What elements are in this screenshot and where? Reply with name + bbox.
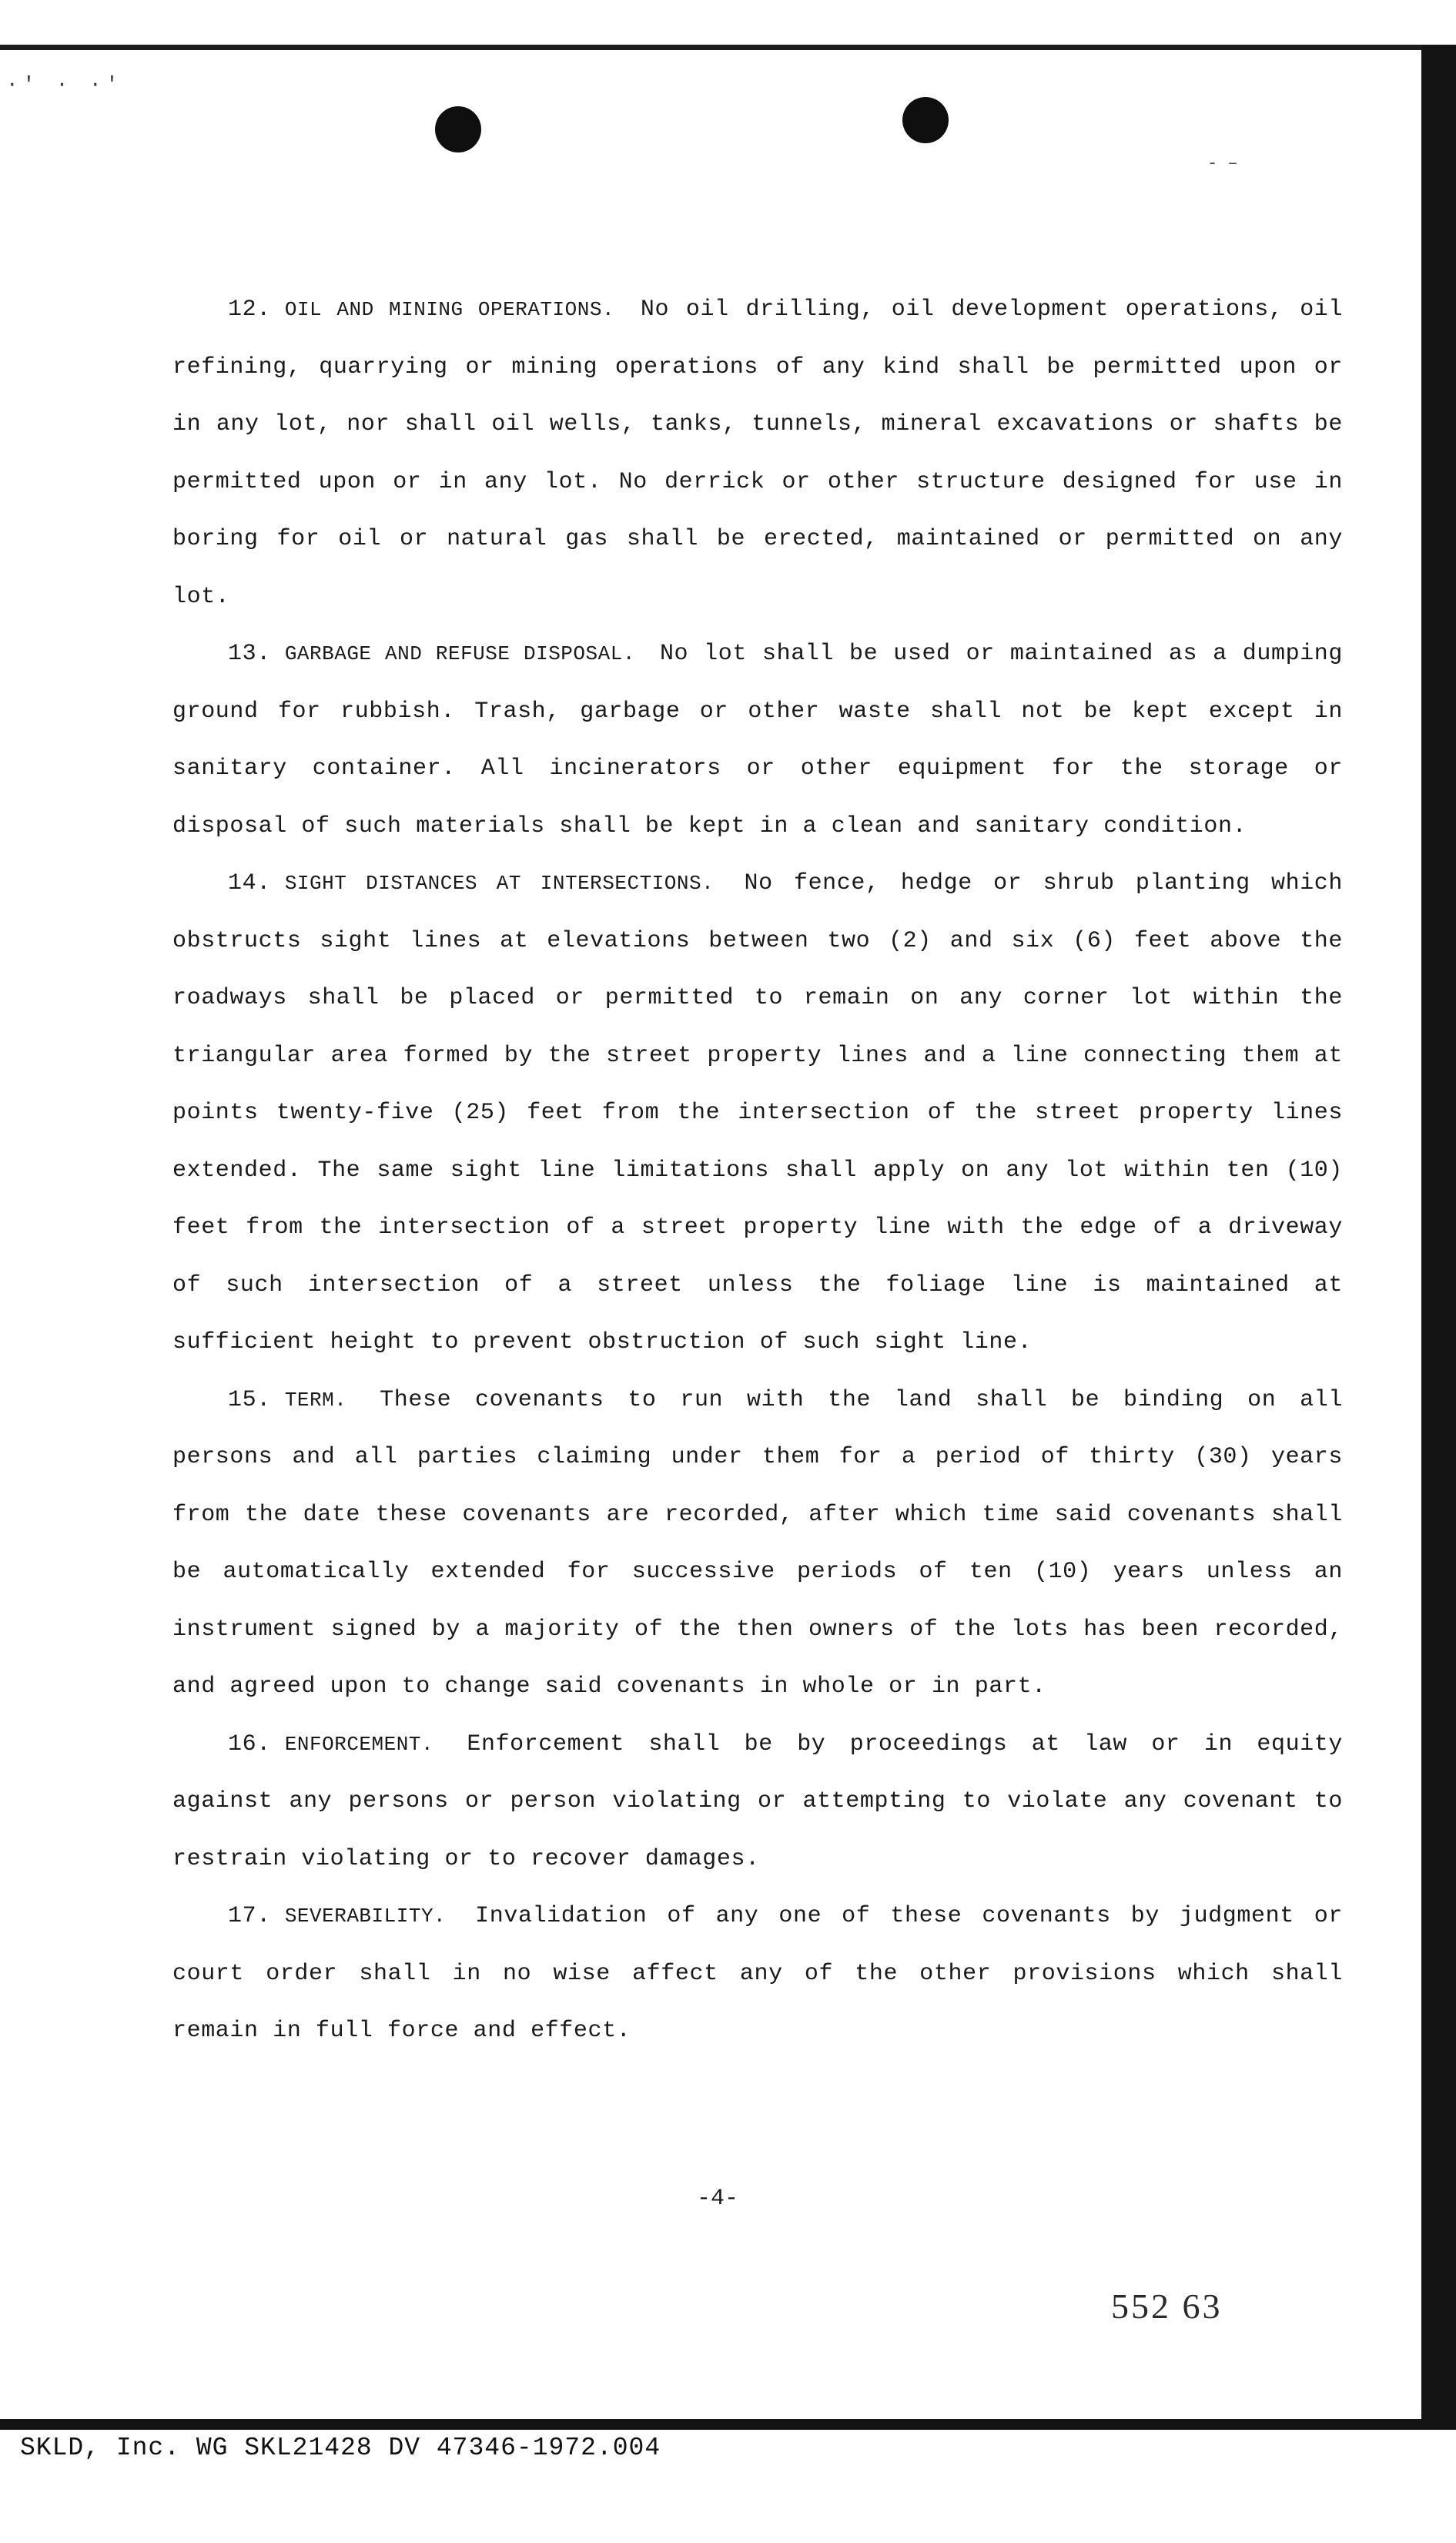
paragraph-number: 15.	[228, 1386, 271, 1413]
paragraph-heading: SEVERABILITY.	[284, 1905, 447, 1928]
paragraph-number: 14.	[228, 870, 271, 896]
covenant-paragraph-17	[172, 1888, 1343, 2060]
paragraph-text: Invalidation of any one of these covenants by judgment or court order shall in no wise affect any of the other provisions which shall remain in full force and effect.	[172, 1903, 1343, 2044]
covenant-paragraph-15	[172, 1372, 1343, 1716]
covenant-paragraph-14	[172, 855, 1343, 1372]
paragraph-text: No fence, hedge or shrub planting which obstructs sight lines at elevations between two (2) and six (6) feet above the roadways shall be placed or permitted to remain on any corner lot within the triangular area formed by the street property lines and a line connecting them at points twenty-five (25) feet from the intersection of the street property lines extended. The same sight line limitations shall apply on any lot within ten (10) feet from the intersection of a street property line with the edge of a driveway of such intersection of a street unless the foliage line is maintained at sufficient height to prevent obstruction of such sight line.	[172, 870, 1344, 1355]
scan-right-border	[1421, 45, 1456, 2426]
covenant-body	[172, 281, 1343, 2060]
covenant-paragraph-12	[172, 281, 1343, 625]
paragraph-number: 12.	[228, 297, 271, 323]
paragraph-number: 13.	[228, 641, 271, 667]
scan-specks: ·' · ·'	[6, 73, 123, 96]
paragraph-text: No oil drilling, oil development operations, oil refining, quarrying or mining operations of any kind shall be permitted upon or in any lot, nor shall oil wells, tanks, tunnels, mineral excavations or shafts be permitted upon or in any lot. No derrick or other structure designed for use in boring for oil or natural gas shall be erected, maintained or permitted on any lot.	[172, 297, 1344, 610]
covenant-paragraph-16	[172, 1716, 1343, 1888]
paragraph-text: No lot shall be used or maintained as a dumping ground for rubbish. Trash, garbage or other waste shall not be kept except in sanitary container. All incinerators or other equipment for the storage or disposal of such materials shall be kept in a clean and sanitary condition.	[172, 641, 1343, 839]
paragraph-heading: SIGHT DISTANCES AT INTERSECTIONS.	[284, 872, 715, 895]
covenant-paragraph-13	[172, 625, 1343, 855]
page-number: -4-	[697, 2186, 739, 2212]
book-page-reference: 552 63	[1111, 2287, 1223, 2326]
binder-hole-right	[902, 97, 949, 143]
paragraph-number: 16.	[228, 1731, 271, 1757]
scan-bottom-border	[0, 2419, 1456, 2430]
paragraph-text: Enforcement shall be by proceedings at law or in equity against any persons or person violating or attempting to violate any covenant to restrain violating or to recover damages.	[172, 1731, 1343, 1872]
paragraph-heading: TERM.	[284, 1388, 347, 1412]
paragraph-heading: ENFORCEMENT.	[284, 1732, 434, 1756]
paragraph-number: 17.	[228, 1903, 271, 1929]
paragraph-text: These covenants to run with the land shall be binding on all persons and all parties claiming under them for a period of thirty (30) years from the date these covenants are recorded, after which time said covenants shall be automatically extended for successive periods of ten (10) years unless an instrument signed by a majority of the then owners of the lots has been recorded, and agreed upon to change said covenants in whole or in part.	[172, 1386, 1343, 1700]
binder-hole-left	[435, 106, 481, 152]
scan-mark: - –	[1207, 154, 1238, 173]
paragraph-heading: OIL AND MINING OPERATIONS.	[284, 298, 615, 321]
scan-footer-id: SKLD, Inc. WG SKL21428 DV 47346-1972.004	[20, 2434, 661, 2462]
paragraph-heading: GARBAGE AND REFUSE DISPOSAL.	[284, 642, 635, 665]
scan-top-border	[0, 45, 1456, 50]
